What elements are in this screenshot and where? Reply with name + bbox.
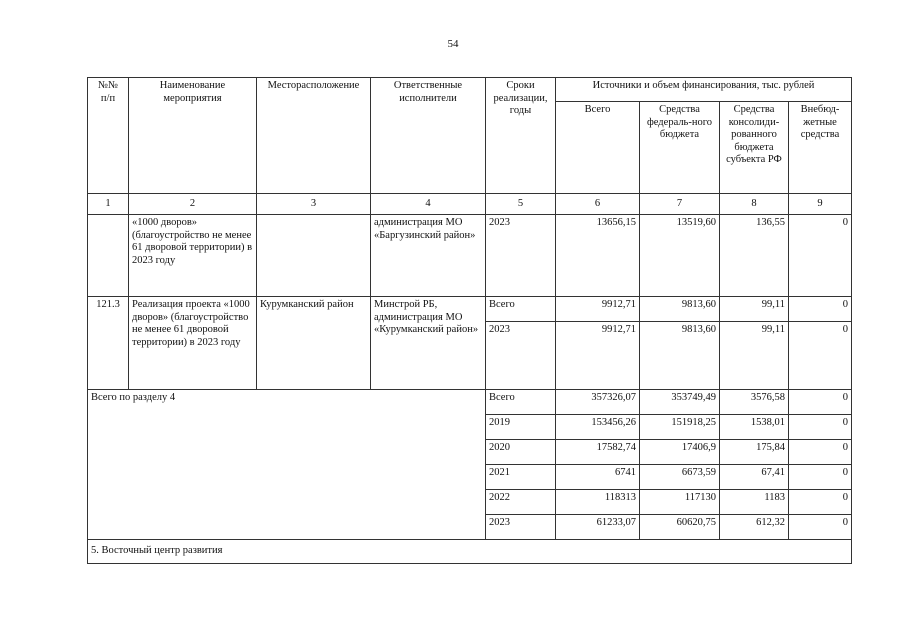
row-year: 2022 (486, 490, 556, 515)
col-number-2: 2 (129, 194, 257, 215)
row-federal: 9813,60 (640, 322, 720, 390)
row-regional: 136,55 (720, 215, 789, 297)
header-period: Сроки реализации, годы (486, 78, 556, 194)
row-total: 153456,26 (556, 415, 640, 440)
row-responsible: администрация МО «Баргузинский район» (371, 215, 486, 297)
row-federal: 9813,60 (640, 297, 720, 322)
col-number-4: 4 (371, 194, 486, 215)
row-responsible: Минстрой РБ, администрация МО «Курумканский район» (371, 297, 486, 390)
row-federal: 117130 (640, 490, 720, 515)
row-federal: 353749,49 (640, 390, 720, 415)
row-total: 17582,74 (556, 440, 640, 465)
row-name: Реализация проекта «1000 дворов» (благоустройство не менее 61 дворовой территории) в 2023 году (129, 297, 257, 390)
row-year: 2019 (486, 415, 556, 440)
section-total-label: Всего по разделу 4 (88, 390, 486, 540)
row-federal: 151918,25 (640, 415, 720, 440)
header-financing: Источники и объем финансирования, тыс. рублей (556, 78, 852, 102)
row-year: 2020 (486, 440, 556, 465)
row-regional: 612,32 (720, 515, 789, 540)
header-location: Месторасположение (257, 78, 371, 194)
header-number: №№ п/п (88, 78, 129, 194)
header-name: Наименование мероприятия (129, 78, 257, 194)
col-number-3: 3 (257, 194, 371, 215)
row-extra: 0 (789, 490, 852, 515)
row-location (257, 215, 371, 297)
row-location: Курумканский район (257, 297, 371, 390)
row-extra: 0 (789, 440, 852, 465)
row-number (88, 215, 129, 297)
row-federal: 13519,60 (640, 215, 720, 297)
row-regional: 99,11 (720, 322, 789, 390)
table-row (88, 297, 852, 322)
col-number-7: 7 (640, 194, 720, 215)
table-row (88, 540, 852, 564)
row-regional: 3576,58 (720, 390, 789, 415)
row-year: 2023 (486, 322, 556, 390)
row-year: 2021 (486, 465, 556, 490)
row-total: 9912,71 (556, 297, 640, 322)
row-regional: 67,41 (720, 465, 789, 490)
row-total: 118313 (556, 490, 640, 515)
header-regional: Средства консолиди-рованного бюджета субъекта РФ (720, 102, 789, 194)
row-number: 121.3 (88, 297, 129, 390)
row-year: 2023 (486, 215, 556, 297)
row-federal: 60620,75 (640, 515, 720, 540)
row-extra: 0 (789, 322, 852, 390)
row-name: «1000 дворов» (благоустройство не менее 61 дворовой территории) в 2023 году (129, 215, 257, 297)
row-extra: 0 (789, 515, 852, 540)
row-regional: 99,11 (720, 297, 789, 322)
table-row (88, 215, 852, 297)
row-extra: 0 (789, 465, 852, 490)
row-extra: 0 (789, 215, 852, 297)
row-regional: 175,84 (720, 440, 789, 465)
header-federal: Средства федераль-ного бюджета (640, 102, 720, 194)
header-responsible: Ответственные исполнители (371, 78, 486, 194)
row-regional: 1538,01 (720, 415, 789, 440)
col-number-5: 5 (486, 194, 556, 215)
row-total: 13656,15 (556, 215, 640, 297)
row-extra: 0 (789, 415, 852, 440)
row-year: Всего (486, 297, 556, 322)
section-title: 5. Восточный центр развития (88, 540, 852, 564)
table-row (88, 390, 852, 415)
financing-table (87, 77, 852, 564)
row-total: 61233,07 (556, 515, 640, 540)
header-extra: Внебюд-жетные средства (789, 102, 852, 194)
col-number-6: 6 (556, 194, 640, 215)
row-total: 9912,71 (556, 322, 640, 390)
row-extra: 0 (789, 390, 852, 415)
row-extra: 0 (789, 297, 852, 322)
page-number: 54 (447, 38, 459, 50)
col-number-8: 8 (720, 194, 789, 215)
col-number-1: 1 (88, 194, 129, 215)
col-number-9: 9 (789, 194, 852, 215)
row-year: 2023 (486, 515, 556, 540)
row-federal: 6673,59 (640, 465, 720, 490)
row-total: 6741 (556, 465, 640, 490)
header-total: Всего (556, 102, 640, 194)
row-federal: 17406,9 (640, 440, 720, 465)
row-regional: 1183 (720, 490, 789, 515)
row-year: Всего (486, 390, 556, 415)
row-total: 357326,07 (556, 390, 640, 415)
